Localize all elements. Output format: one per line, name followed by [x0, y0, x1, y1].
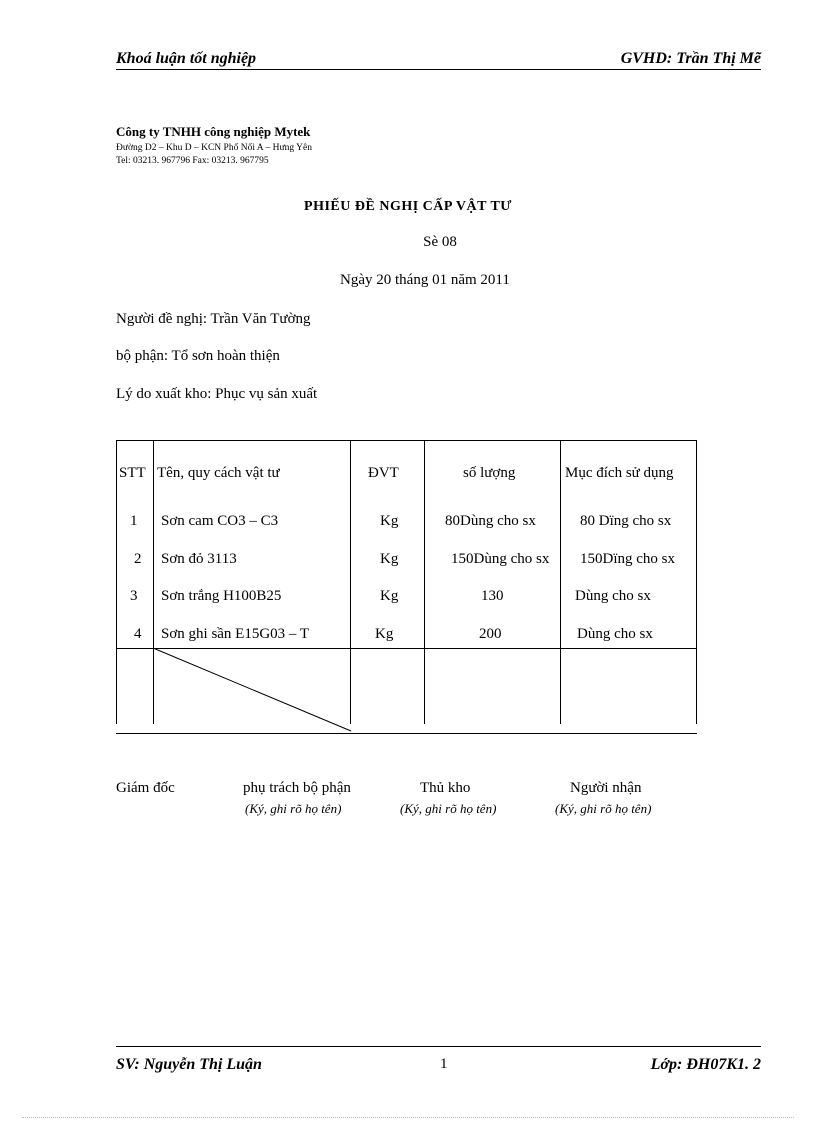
row-name: Sơn ghi sần E15G03 – T: [161, 626, 310, 642]
th-stt: STT: [119, 465, 146, 481]
company-address: Đường D2 – Khu D – KCN Phố Nối A – Hưng Yên: [116, 143, 313, 153]
row-name: Sơn cam CO3 – C3: [161, 513, 279, 529]
footer-left: SV: Nguyễn Thị Luận: [116, 1056, 262, 1073]
th-unit: ĐVT: [368, 465, 399, 481]
row-stt: 2: [134, 551, 142, 567]
row-unit: Kg: [380, 551, 399, 567]
form-number: Sè 08: [423, 234, 457, 250]
th-name: Tên, quy cách vật tư: [157, 465, 280, 481]
sig-dept-head: phụ trách bộ phận: [243, 780, 351, 796]
footer-rule: [116, 1046, 761, 1047]
form-title: PHIẾU ĐỀ NGHỊ CẤP VẬT TƯ: [304, 199, 512, 214]
footer-right: Lớp: ĐH07K1. 2: [650, 1056, 761, 1073]
row-stt: 3: [130, 588, 138, 604]
row-stt: 1: [130, 513, 138, 529]
row-qty: 130: [481, 588, 504, 604]
sig-receiver: Người nhận: [570, 780, 642, 796]
sig-director: Giám đốc: [116, 780, 175, 796]
page-edge: [22, 1117, 794, 1118]
page-number: 1: [440, 1056, 448, 1072]
row-qty: 80Dùng cho sx: [445, 513, 536, 529]
requester: Người đề nghị: Trần Văn Tường: [116, 311, 311, 327]
reason: Lý do xuất kho: Phục vụ sản xuất: [116, 386, 318, 402]
sig-storekeeper: Thủ kho: [420, 780, 471, 796]
th-purpose: Mục đích sử dụng: [565, 465, 674, 481]
row-qty: 200: [479, 626, 502, 642]
row-unit: Kg: [380, 513, 399, 529]
sig-note-receiver: (Ký, ghi rõ họ tên): [555, 801, 652, 816]
company-name: Công ty TNHH công nghiệp Mytek: [116, 124, 311, 139]
header-left: Khoá luận tốt nghiệp: [116, 50, 257, 67]
th-qty: số lượng: [463, 465, 516, 481]
sig-note-dept-head: (Ký, ghi rõ họ tên): [245, 801, 342, 816]
row-purpose: Dùng cho sx: [577, 626, 653, 642]
row-purpose: 150Dïng cho sx: [580, 551, 675, 567]
row-stt: 4: [134, 626, 142, 642]
row-unit: Kg: [380, 588, 399, 604]
sig-note-storekeeper: (Ký, ghi rõ họ tên): [400, 801, 497, 816]
row-purpose: Dùng cho sx: [575, 588, 651, 604]
department: bộ phận: Tổ sơn hoàn thiện: [116, 348, 280, 364]
row-name: Sơn đỏ 3113: [161, 551, 237, 567]
company-contact: Tel: 03213. 967796 Fax: 03213. 967795: [116, 156, 269, 166]
row-purpose: 80 Dïng cho sx: [580, 513, 672, 529]
header-right: GVHD: Trần Thị Mẽ: [620, 50, 761, 67]
row-unit: Kg: [375, 626, 394, 642]
row-name: Sơn trắng H100B25: [161, 588, 282, 604]
form-date: Ngày 20 tháng 01 năm 2011: [340, 272, 510, 288]
row-qty: 150Dùng cho sx: [451, 551, 550, 567]
